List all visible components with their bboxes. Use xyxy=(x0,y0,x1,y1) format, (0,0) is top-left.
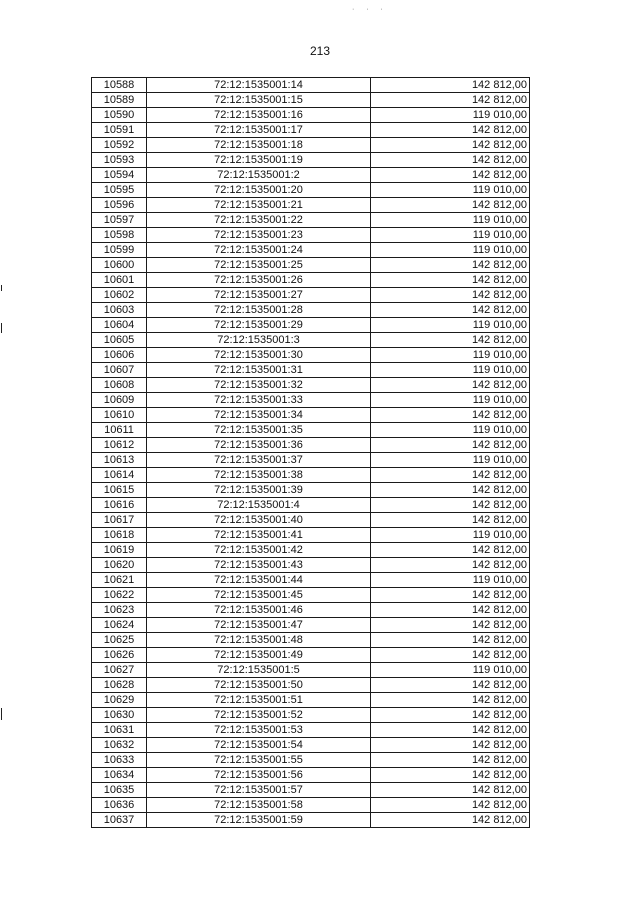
value-cell: 119 010,00 xyxy=(371,528,530,543)
cadastral-number: 72:12:1535001:45 xyxy=(147,588,371,603)
cadastral-number: 72:12:1535001:18 xyxy=(147,138,371,153)
value-cell: 142 812,00 xyxy=(371,123,530,138)
value-cell: 142 812,00 xyxy=(371,483,530,498)
row-number: 10599 xyxy=(92,243,147,258)
table-row xyxy=(92,753,530,768)
row-number: 10608 xyxy=(92,378,147,393)
row-number: 10605 xyxy=(92,333,147,348)
row-number: 10595 xyxy=(92,183,147,198)
table-row xyxy=(92,288,530,303)
cadastral-number: 72:12:1535001:44 xyxy=(147,573,371,588)
value-cell: 142 812,00 xyxy=(371,723,530,738)
table-row xyxy=(92,558,530,573)
cadastral-number: 72:12:1535001:21 xyxy=(147,198,371,213)
table-row xyxy=(92,258,530,273)
table-row xyxy=(92,213,530,228)
value-cell: 119 010,00 xyxy=(371,243,530,258)
table-row xyxy=(92,693,530,708)
table-row xyxy=(92,663,530,678)
table-row xyxy=(92,423,530,438)
value-cell: 119 010,00 xyxy=(371,348,530,363)
cadastral-number: 72:12:1535001:53 xyxy=(147,723,371,738)
table-row xyxy=(92,123,530,138)
cadastral-number: 72:12:1535001:39 xyxy=(147,483,371,498)
cadastral-number: 72:12:1535001:32 xyxy=(147,378,371,393)
cadastral-number: 72:12:1535001:2 xyxy=(147,168,371,183)
row-number: 10626 xyxy=(92,648,147,663)
value-cell: 142 812,00 xyxy=(371,498,530,513)
value-cell: 142 812,00 xyxy=(371,468,530,483)
row-number: 10624 xyxy=(92,618,147,633)
table-row xyxy=(92,738,530,753)
cadastral-number: 72:12:1535001:4 xyxy=(147,498,371,513)
table-row xyxy=(92,198,530,213)
table-row xyxy=(92,228,530,243)
cadastral-number: 72:12:1535001:35 xyxy=(147,423,371,438)
cadastral-number: 72:12:1535001:48 xyxy=(147,633,371,648)
value-cell: 142 812,00 xyxy=(371,678,530,693)
row-number: 10625 xyxy=(92,633,147,648)
cadastral-number: 72:12:1535001:56 xyxy=(147,768,371,783)
table-row xyxy=(92,723,530,738)
table-row xyxy=(92,108,530,123)
value-cell: 142 812,00 xyxy=(371,798,530,813)
table-row xyxy=(92,243,530,258)
value-cell: 142 812,00 xyxy=(371,303,530,318)
table-row xyxy=(92,183,530,198)
row-number: 10598 xyxy=(92,228,147,243)
cadastral-number: 72:12:1535001:52 xyxy=(147,708,371,723)
table-row xyxy=(92,708,530,723)
row-number: 10623 xyxy=(92,603,147,618)
row-number: 10622 xyxy=(92,588,147,603)
table-row xyxy=(92,408,530,423)
cadastral-number: 72:12:1535001:3 xyxy=(147,333,371,348)
row-number: 10592 xyxy=(92,138,147,153)
value-cell: 142 812,00 xyxy=(371,633,530,648)
table-row xyxy=(92,528,530,543)
value-cell: 142 812,00 xyxy=(371,138,530,153)
table-row xyxy=(92,513,530,528)
table-row xyxy=(92,588,530,603)
table-row xyxy=(92,333,530,348)
row-number: 10597 xyxy=(92,213,147,228)
value-cell: 142 812,00 xyxy=(371,543,530,558)
value-cell: 142 812,00 xyxy=(371,558,530,573)
cadastral-number: 72:12:1535001:47 xyxy=(147,618,371,633)
row-number: 10633 xyxy=(92,753,147,768)
table-row xyxy=(92,783,530,798)
table-row xyxy=(92,813,530,828)
row-number: 10589 xyxy=(92,93,147,108)
value-cell: 119 010,00 xyxy=(371,663,530,678)
value-cell: 142 812,00 xyxy=(371,258,530,273)
cadastral-register-table xyxy=(91,77,530,828)
cadastral-number: 72:12:1535001:28 xyxy=(147,303,371,318)
table-row xyxy=(92,468,530,483)
cadastral-number: 72:12:1535001:16 xyxy=(147,108,371,123)
cadastral-number: 72:12:1535001:49 xyxy=(147,648,371,663)
cadastral-number: 72:12:1535001:31 xyxy=(147,363,371,378)
row-number: 10594 xyxy=(92,168,147,183)
cadastral-number: 72:12:1535001:20 xyxy=(147,183,371,198)
value-cell: 119 010,00 xyxy=(371,108,530,123)
table-row xyxy=(92,678,530,693)
cadastral-number: 72:12:1535001:30 xyxy=(147,348,371,363)
row-number: 10609 xyxy=(92,393,147,408)
table-row xyxy=(92,318,530,333)
row-number: 10630 xyxy=(92,708,147,723)
row-number: 10618 xyxy=(92,528,147,543)
cadastral-number: 72:12:1535001:50 xyxy=(147,678,371,693)
cadastral-number: 72:12:1535001:26 xyxy=(147,273,371,288)
value-cell: 142 812,00 xyxy=(371,273,530,288)
scan-edge-marks xyxy=(0,0,4,905)
row-number: 10600 xyxy=(92,258,147,273)
table-row xyxy=(92,633,530,648)
table-row xyxy=(92,453,530,468)
value-cell: 142 812,00 xyxy=(371,408,530,423)
table-row xyxy=(92,93,530,108)
table-row xyxy=(92,273,530,288)
table-row xyxy=(92,798,530,813)
cadastral-number: 72:12:1535001:42 xyxy=(147,543,371,558)
value-cell: 142 812,00 xyxy=(371,813,530,828)
row-number: 10590 xyxy=(92,108,147,123)
cadastral-number: 72:12:1535001:58 xyxy=(147,798,371,813)
row-number: 10634 xyxy=(92,768,147,783)
value-cell: 142 812,00 xyxy=(371,588,530,603)
value-cell: 119 010,00 xyxy=(371,228,530,243)
row-number: 10612 xyxy=(92,438,147,453)
row-number: 10614 xyxy=(92,468,147,483)
value-cell: 119 010,00 xyxy=(371,318,530,333)
row-number: 10637 xyxy=(92,813,147,828)
value-cell: 142 812,00 xyxy=(371,78,530,93)
row-number: 10620 xyxy=(92,558,147,573)
cadastral-number: 72:12:1535001:36 xyxy=(147,438,371,453)
row-number: 10596 xyxy=(92,198,147,213)
cadastral-number: 72:12:1535001:25 xyxy=(147,258,371,273)
row-number: 10632 xyxy=(92,738,147,753)
cadastral-number: 72:12:1535001:46 xyxy=(147,603,371,618)
table-row xyxy=(92,78,530,93)
row-number: 10588 xyxy=(92,78,147,93)
cadastral-number: 72:12:1535001:29 xyxy=(147,318,371,333)
value-cell: 142 812,00 xyxy=(371,753,530,768)
cadastral-number: 72:12:1535001:51 xyxy=(147,693,371,708)
page-number: 213 xyxy=(309,44,331,58)
table-row xyxy=(92,168,530,183)
cadastral-number: 72:12:1535001:24 xyxy=(147,243,371,258)
table-row xyxy=(92,768,530,783)
table-row xyxy=(92,348,530,363)
cadastral-number: 72:12:1535001:40 xyxy=(147,513,371,528)
row-number: 10611 xyxy=(92,423,147,438)
row-number: 10619 xyxy=(92,543,147,558)
value-cell: 142 812,00 xyxy=(371,693,530,708)
value-cell: 119 010,00 xyxy=(371,423,530,438)
table-row xyxy=(92,603,530,618)
value-cell: 142 812,00 xyxy=(371,288,530,303)
scan-specks: · · · xyxy=(352,6,388,13)
row-number: 10617 xyxy=(92,513,147,528)
table-row xyxy=(92,498,530,513)
table-row xyxy=(92,153,530,168)
cadastral-number: 72:12:1535001:37 xyxy=(147,453,371,468)
row-number: 10627 xyxy=(92,663,147,678)
value-cell: 142 812,00 xyxy=(371,378,530,393)
row-number: 10629 xyxy=(92,693,147,708)
value-cell: 142 812,00 xyxy=(371,168,530,183)
cadastral-number: 72:12:1535001:14 xyxy=(147,78,371,93)
cadastral-number: 72:12:1535001:43 xyxy=(147,558,371,573)
row-number: 10636 xyxy=(92,798,147,813)
value-cell: 142 812,00 xyxy=(371,438,530,453)
cadastral-number: 72:12:1535001:41 xyxy=(147,528,371,543)
table-row xyxy=(92,573,530,588)
value-cell: 119 010,00 xyxy=(371,393,530,408)
cadastral-number: 72:12:1535001:19 xyxy=(147,153,371,168)
row-number: 10621 xyxy=(92,573,147,588)
row-number: 10615 xyxy=(92,483,147,498)
value-cell: 142 812,00 xyxy=(371,198,530,213)
value-cell: 142 812,00 xyxy=(371,333,530,348)
row-number: 10613 xyxy=(92,453,147,468)
row-number: 10610 xyxy=(92,408,147,423)
cadastral-number: 72:12:1535001:27 xyxy=(147,288,371,303)
value-cell: 142 812,00 xyxy=(371,783,530,798)
table-row xyxy=(92,393,530,408)
cadastral-number: 72:12:1535001:5 xyxy=(147,663,371,678)
table-row xyxy=(92,363,530,378)
row-number: 10604 xyxy=(92,318,147,333)
row-number: 10601 xyxy=(92,273,147,288)
table-row xyxy=(92,483,530,498)
value-cell: 119 010,00 xyxy=(371,213,530,228)
value-cell: 142 812,00 xyxy=(371,153,530,168)
row-number: 10593 xyxy=(92,153,147,168)
row-number: 10607 xyxy=(92,363,147,378)
cadastral-number: 72:12:1535001:57 xyxy=(147,783,371,798)
value-cell: 142 812,00 xyxy=(371,618,530,633)
table-row xyxy=(92,438,530,453)
cadastral-number: 72:12:1535001:23 xyxy=(147,228,371,243)
value-cell: 142 812,00 xyxy=(371,513,530,528)
cadastral-number: 72:12:1535001:38 xyxy=(147,468,371,483)
row-number: 10635 xyxy=(92,783,147,798)
value-cell: 119 010,00 xyxy=(371,453,530,468)
cadastral-number: 72:12:1535001:33 xyxy=(147,393,371,408)
cadastral-number: 72:12:1535001:54 xyxy=(147,738,371,753)
cadastral-number: 72:12:1535001:55 xyxy=(147,753,371,768)
cadastral-number: 72:12:1535001:22 xyxy=(147,213,371,228)
value-cell: 119 010,00 xyxy=(371,573,530,588)
row-number: 10602 xyxy=(92,288,147,303)
value-cell: 119 010,00 xyxy=(371,363,530,378)
cadastral-number: 72:12:1535001:59 xyxy=(147,813,371,828)
table-row xyxy=(92,543,530,558)
table-row xyxy=(92,618,530,633)
value-cell: 142 812,00 xyxy=(371,708,530,723)
table-row xyxy=(92,378,530,393)
value-cell: 142 812,00 xyxy=(371,603,530,618)
cadastral-number: 72:12:1535001:17 xyxy=(147,123,371,138)
cadastral-number: 72:12:1535001:15 xyxy=(147,93,371,108)
row-number: 10616 xyxy=(92,498,147,513)
cadastral-number: 72:12:1535001:34 xyxy=(147,408,371,423)
value-cell: 142 812,00 xyxy=(371,768,530,783)
table-row xyxy=(92,303,530,318)
value-cell: 119 010,00 xyxy=(371,183,530,198)
value-cell: 142 812,00 xyxy=(371,738,530,753)
table-body xyxy=(92,78,530,828)
row-number: 10606 xyxy=(92,348,147,363)
row-number: 10603 xyxy=(92,303,147,318)
row-number: 10591 xyxy=(92,123,147,138)
table-row xyxy=(92,138,530,153)
row-number: 10628 xyxy=(92,678,147,693)
value-cell: 142 812,00 xyxy=(371,93,530,108)
value-cell: 142 812,00 xyxy=(371,648,530,663)
table-row xyxy=(92,648,530,663)
row-number: 10631 xyxy=(92,723,147,738)
